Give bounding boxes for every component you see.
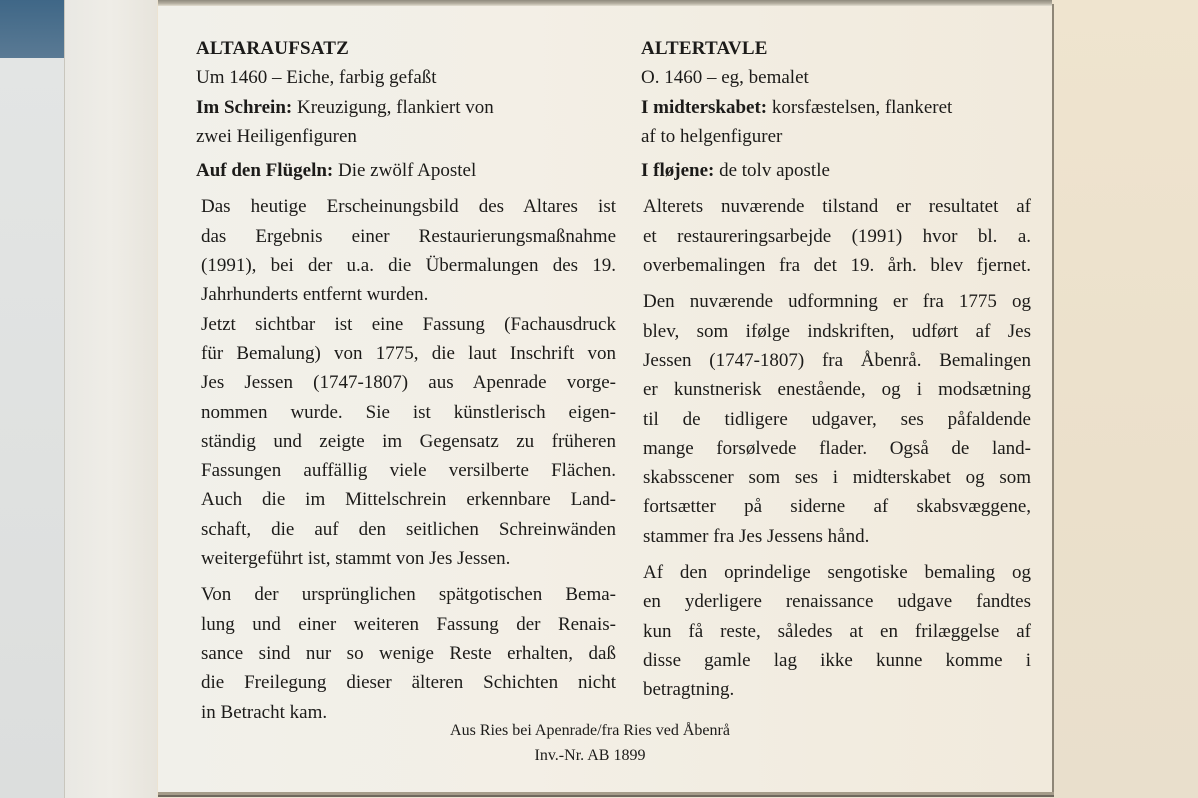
text-line: Das heutige Erscheinungsbild des Altares ist bbox=[201, 196, 616, 218]
provenance-text: Aus Ries bei Apenrade/fra Ries ved Åbenrå bbox=[450, 722, 730, 739]
text-line: disse gamle lag ikke kunne komme i bbox=[643, 649, 1031, 671]
text-line: stammer fra Jes Jessens hånd. bbox=[643, 525, 870, 547]
german-paragraph-1 bbox=[196, 192, 616, 573]
text-line: kun få reste, således at en frilæggelse af bbox=[643, 620, 1031, 642]
inventory-number: Inv.-Nr. AB 1899 bbox=[534, 747, 646, 764]
text-line: nommen wurde. Sie ist künstlerisch eigen- bbox=[201, 401, 616, 423]
german-shrine-line bbox=[196, 93, 616, 122]
german-wings-label: Auf den Flügeln: bbox=[196, 160, 334, 182]
plaque-top-rail bbox=[158, 0, 1052, 6]
text-line: blev, som ifølge indskriften, udført af Jes bbox=[643, 320, 1031, 342]
text-line: sance sind nur so wenige Reste erhalten, daß bbox=[201, 642, 616, 664]
text-line: Fassungen auffällig viele versilberte Flächen. bbox=[201, 460, 616, 482]
text-line: weitergeführt ist, stammt von Jes Jessen. bbox=[201, 548, 511, 570]
text-line: Jetzt sichtbar ist eine Fassung (Fachausdruck bbox=[201, 313, 616, 335]
german-paragraph-2 bbox=[196, 580, 616, 726]
text-line: Jes Jessen (1747-1807) aus Apenrade vorge- bbox=[201, 372, 616, 394]
danish-title: ALTERTAVLE bbox=[641, 38, 768, 59]
text-line: Jahrhunderts entfernt wurden. bbox=[201, 284, 429, 306]
text-line: betragtning. bbox=[643, 679, 735, 701]
german-wings-line bbox=[196, 156, 616, 185]
text-line: Af den oprindelige sengotiske bemaling og bbox=[643, 562, 1031, 584]
german-shrine-text-cont: zwei Heiligenfiguren bbox=[196, 125, 357, 147]
danish-text-column bbox=[641, 34, 1031, 705]
text-line: er kunstnerisk enestående, og i modsætning bbox=[643, 379, 1031, 401]
text-line: in Betracht kam. bbox=[201, 701, 328, 723]
text-line: et restaureringsarbejde (1991) hvor bl. a. bbox=[643, 225, 1031, 247]
german-text-column bbox=[196, 34, 616, 727]
danish-shrine-text: korsfæstelsen, flankeret bbox=[771, 96, 953, 118]
german-wings-text: Die zwölf Apostel bbox=[338, 160, 477, 182]
danish-shrine-label: I midterskabet: bbox=[641, 96, 768, 118]
text-line: skabsscener som ses i midterskabet og som bbox=[643, 467, 1031, 489]
german-shrine-text: Kreuzigung, flankiert von bbox=[296, 96, 494, 118]
text-line: lung und einer weiteren Fassung der Renais- bbox=[201, 613, 616, 635]
text-line: til de tidligere udgaver, ses påfaldende bbox=[643, 408, 1031, 430]
danish-shrine-text-cont: af to helgenfigurer bbox=[641, 125, 783, 147]
text-line: für Bemalung) von 1775, die laut Inschrift von bbox=[201, 342, 616, 364]
text-line: Von der ursprünglichen spätgotischen Bema- bbox=[201, 584, 616, 606]
danish-shrine-line bbox=[641, 93, 1031, 122]
german-date-material: Um 1460 – Eiche, farbig gefaßt bbox=[196, 67, 437, 89]
text-line: die Freilegung dieser älteren Schichten nicht bbox=[201, 672, 616, 694]
text-line: Jessen (1747-1807) fra Åbenrå. Bemalingen bbox=[643, 349, 1031, 371]
danish-paragraph-3 bbox=[641, 558, 1031, 704]
text-line: Alterets nuværende tilstand er resultatet af bbox=[643, 196, 1031, 218]
danish-paragraph-2 bbox=[641, 287, 1031, 551]
danish-date-material: O. 1460 – eg, bemalet bbox=[641, 67, 809, 89]
german-shrine-label: Im Schrein: bbox=[196, 96, 293, 118]
german-title: ALTARAUFSATZ bbox=[196, 38, 350, 59]
wall-pillar bbox=[64, 0, 157, 798]
text-line: en yderligere renaissance udgave fandtes bbox=[643, 591, 1031, 613]
text-line: (1991), bei der u.a. die Übermalungen des 19. bbox=[201, 255, 616, 277]
text-line: das Ergebnis einer Restaurierungsmaßnahme bbox=[201, 225, 616, 247]
wall-background-dark bbox=[0, 0, 64, 58]
text-line: ständig und zeigte im Gegensatz zu früheren bbox=[201, 430, 616, 452]
text-line: mange forsølvede flader. Også de land- bbox=[643, 437, 1031, 459]
plaque-footer bbox=[340, 718, 840, 768]
danish-paragraph-1 bbox=[641, 192, 1031, 280]
text-line: overbemalingen fra det 19. årh. blev fjernet. bbox=[643, 255, 1031, 277]
danish-wings-line bbox=[641, 156, 1031, 185]
text-line: fortsætter på siderne af skabsvæggene, bbox=[643, 496, 1031, 518]
danish-wings-label: I fløjene: bbox=[641, 160, 715, 182]
text-line: Den nuværende udformning er fra 1775 og bbox=[643, 291, 1031, 313]
text-line: schaft, die auf den seitlichen Schreinwänden bbox=[201, 518, 616, 540]
wall-background-left bbox=[0, 58, 64, 798]
text-line: Auch die im Mittelschrein erkennbare Land- bbox=[201, 489, 616, 511]
danish-wings-text: de tolv apostle bbox=[719, 160, 830, 182]
wall-background-right bbox=[1050, 0, 1198, 798]
